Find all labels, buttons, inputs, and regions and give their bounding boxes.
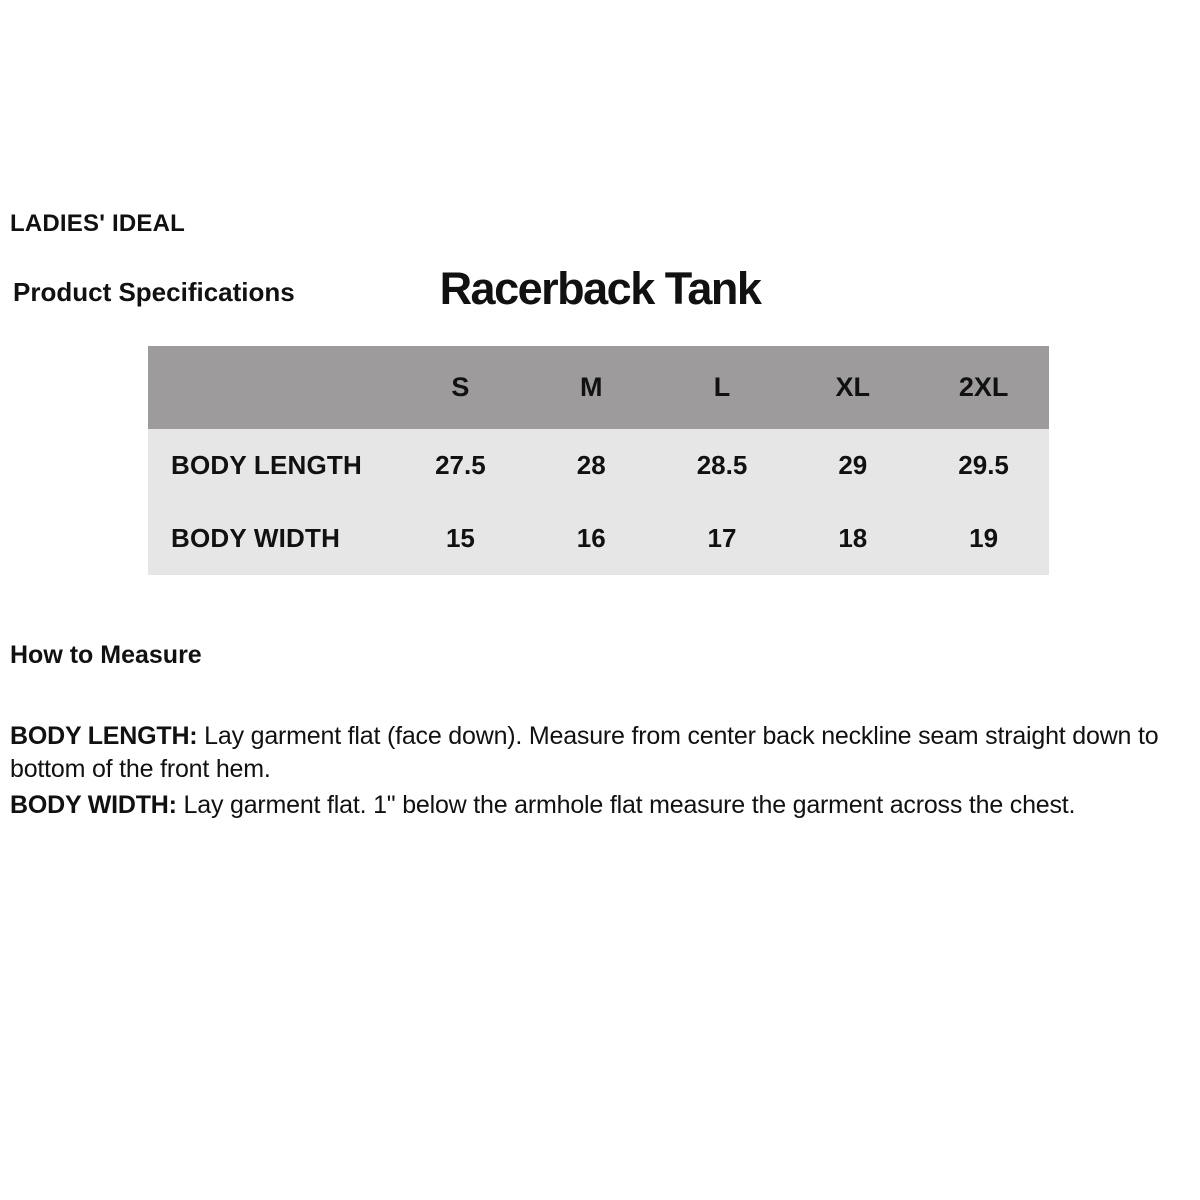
size-col-header-m: M <box>526 346 657 429</box>
measure-description-body-length: Lay garment flat (face down). Measure from center back neckline seam straight down to bottom of the front hem. <box>10 722 1159 783</box>
body-width-value-s: 15 <box>395 502 526 575</box>
body-width-value-xl: 18 <box>787 502 918 575</box>
body-width-value-m: 16 <box>526 502 657 575</box>
size-col-header-2xl: 2XL <box>918 346 1049 429</box>
measure-paragraph-body-width <box>10 789 1196 822</box>
product-title: Racerback Tank <box>439 263 761 314</box>
row-label-body-width: BODY WIDTH <box>148 502 395 575</box>
body-width-value-2xl: 19 <box>918 502 1049 575</box>
how-to-measure-heading: How to Measure <box>10 641 202 669</box>
measure-paragraph-body-length <box>10 720 1196 786</box>
body-length-value-xl: 29 <box>787 429 918 502</box>
body-length-value-2xl: 29.5 <box>918 429 1049 502</box>
section-label: Product Specifications <box>13 277 295 307</box>
body-length-value-m: 28 <box>526 429 657 502</box>
measure-term-body-width: BODY WIDTH: <box>10 791 177 819</box>
body-length-value-l: 28.5 <box>657 429 788 502</box>
measure-term-body-length: BODY LENGTH: <box>10 722 198 750</box>
body-width-value-l: 17 <box>657 502 788 575</box>
brand-title: LADIES' IDEAL <box>10 210 185 237</box>
size-col-header-xl: XL <box>787 346 918 429</box>
size-spec-table <box>148 346 1049 575</box>
body-length-value-s: 27.5 <box>395 429 526 502</box>
row-label-body-length: BODY LENGTH <box>148 429 395 502</box>
size-col-header-s: S <box>395 346 526 429</box>
measure-description-body-width: Lay garment flat. 1" below the armhole flat measure the garment across the chest. <box>183 791 1076 819</box>
how-to-measure-items <box>10 720 1196 822</box>
size-col-header-l: L <box>657 346 788 429</box>
table-corner-cell <box>148 346 395 429</box>
